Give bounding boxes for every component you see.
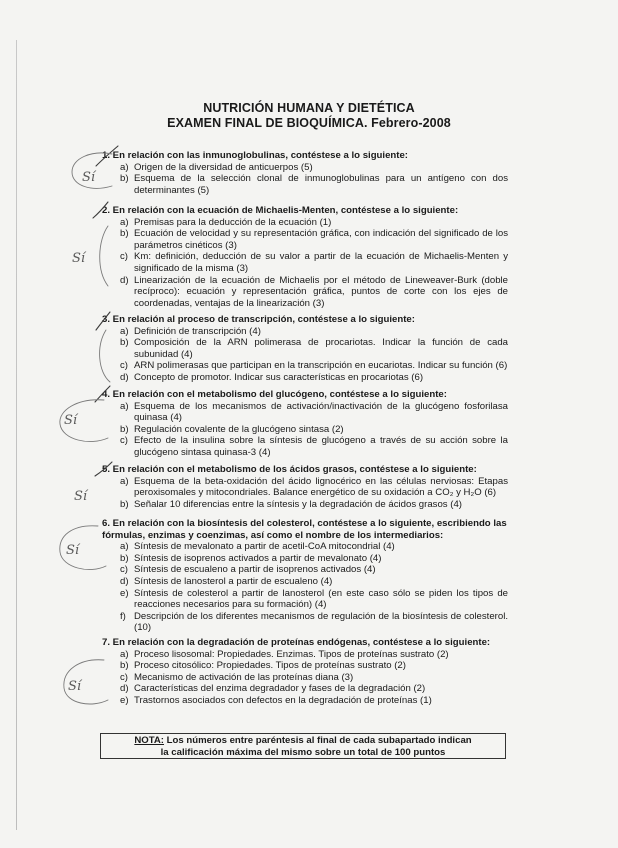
list-item: b) Proceso citosólico: Propiedades. Tipos de proteínas sustrato (2) bbox=[120, 660, 406, 672]
list-item: b) Señalar 10 diferencias entre la síntesis y la degradación de ácidos grasos (4) bbox=[120, 498, 462, 510]
list-item: c) ARN polimerasas que participan en la transcripción en eucariotas. Indicar su función (6) bbox=[120, 360, 508, 372]
score-mark: Sí bbox=[64, 413, 78, 428]
question-heading: 3. En relación al proceso de transcripción, contéstese a lo siguiente: bbox=[102, 314, 415, 325]
list-item: b) Esquema de la selección clonal de inmunoglobulinas para un antígeno con dos determinantes (5) bbox=[120, 173, 508, 196]
score-mark: Sí bbox=[72, 251, 86, 266]
question-1 bbox=[102, 150, 508, 196]
note-label: NOTA: bbox=[134, 735, 165, 746]
list-item: a) Esquema de los mecanismos de activación/inactivación de la glucógeno fosforilasa quinasa (4) bbox=[120, 400, 508, 424]
list-item: a) Premisas para la deducción de la ecuación (1) bbox=[120, 216, 332, 228]
answer-circle bbox=[60, 526, 106, 570]
question-4 bbox=[102, 389, 508, 459]
list-item: f) Descripción de los diferentes mecanismos de regulación de la biosíntesis de colesterol. (10) bbox=[120, 610, 508, 634]
score-mark: Sí bbox=[82, 170, 96, 185]
question-heading: 7. En relación con la degradación de proteínas endógenas, contéstese a lo siguiente: bbox=[102, 637, 491, 648]
question-5 bbox=[102, 464, 508, 510]
list-item: b) Composición de la ARN polimerasa de procariotas. Indicar la función de cada subunidad (4) bbox=[120, 337, 508, 360]
answer-circle bbox=[60, 400, 108, 442]
score-marks bbox=[64, 170, 97, 694]
list-item: c) Mecanismo de activación de las proteínas diana (3) bbox=[120, 671, 354, 683]
scan-edge-line bbox=[16, 40, 17, 830]
list-item: d) Linearización de la ecuación de Michaelis por el método de Lineweaver-Burk (doble recíproco): ecuación y representación gráfica, puntos de corte con los ejes de coordenadas, ventajas de la linearización (3) bbox=[120, 274, 508, 309]
question-2 bbox=[102, 205, 508, 309]
list-item: d) Síntesis de lanosterol a partir de escualeno (4) bbox=[120, 575, 333, 587]
list-item: a) Definición de transcripción (4) bbox=[120, 325, 261, 337]
list-item: c) Síntesis de escualeno a partir de isoprenos activados (4) bbox=[120, 564, 376, 576]
list-item: b) Síntesis de isoprenos activados a partir de mevalonato (4) bbox=[120, 552, 382, 564]
grading-note-box bbox=[100, 733, 506, 759]
list-item: c) Km: definición, deducción de su valor a partir de la ecuación de Michaelis-Menten y significado de la misma (3) bbox=[120, 251, 508, 274]
question-heading: 4. En relación con el metabolismo del glucógeno, contéstese a lo siguiente: bbox=[102, 389, 447, 400]
list-item: b) Ecuación de velocidad y su representación gráfica, con indicación del significado de los parámetros cinéticos (3) bbox=[120, 228, 508, 251]
question-heading: 1. En relación con las inmunoglobulinas, contéstese a lo siguiente: bbox=[102, 150, 408, 161]
course-title: NUTRICIÓN HUMANA Y DIETÉTICA bbox=[203, 101, 415, 115]
list-item: e) Síntesis de colesterol a partir de lanosterol (en este caso sólo se piden los tipos de reacciones necesarios para su formación) (4) bbox=[120, 587, 508, 611]
list-item: a) Esquema de la beta-oxidación del ácido lignocérico en las células nerviosas: Etapas peroxisomales y mitocondriales. Balance energético de su oxidación a CO₂ y H₂O (6) bbox=[120, 475, 508, 499]
list-item: a) Origen de la diversidad de anticuerpos (5) bbox=[120, 161, 313, 173]
list-item: a) Síntesis de mevalonato a partir de acetil-CoA mitocondrial (4) bbox=[120, 541, 395, 553]
list-item: e) Trastornos asociados con defectos en la degradación de proteínas (1) bbox=[120, 694, 432, 706]
list-item: a) Proceso lisosomal: Propiedades. Enzimas. Tipos de proteínas sustrato (2) bbox=[120, 648, 449, 660]
question-6 bbox=[102, 518, 508, 634]
grading-note-line-1: NOTA: Los números entre paréntesis al final de cada subapartado indican bbox=[134, 735, 472, 746]
question-3 bbox=[102, 314, 508, 384]
exam-title: EXAMEN FINAL DE BIOQUÍMICA. Febrero-2008 bbox=[167, 116, 451, 130]
list-item: c) Efecto de la insulina sobre la síntesis de glucógeno a través de su acción sobre la glucógeno sintasa quinasa-3 (4) bbox=[120, 435, 508, 458]
score-mark: Sí bbox=[66, 543, 80, 558]
grading-note-line-2: la calificación máxima del mismo sobre un total de 100 puntos bbox=[160, 746, 446, 758]
question-heading: 2. En relación con la ecuación de Michaelis-Menten, contéstese a lo siguiente: bbox=[102, 205, 459, 216]
question-heading: 6. En relación con la biosíntesis del colesterol, contéstese a lo siguiente, escribiendo las fórmulas, enzimas y coenzimas, así como el nombre de los intermediarios: bbox=[102, 518, 507, 541]
score-mark: Sí bbox=[74, 489, 88, 504]
question-heading: 5. En relación con el metabolismo de los ácidos grasos, contéstese a lo siguiente: bbox=[102, 464, 477, 475]
list-item: b) Regulación covalente de la glucógeno sintasa (2) bbox=[120, 423, 344, 435]
question-7 bbox=[102, 637, 508, 707]
list-item: d) Concepto de promotor. Indicar sus características en procariotas (6) bbox=[120, 371, 424, 383]
list-item: d) Características del enzima degradador y fases de la degradación (2) bbox=[120, 683, 426, 695]
score-mark: Sí bbox=[68, 679, 82, 694]
